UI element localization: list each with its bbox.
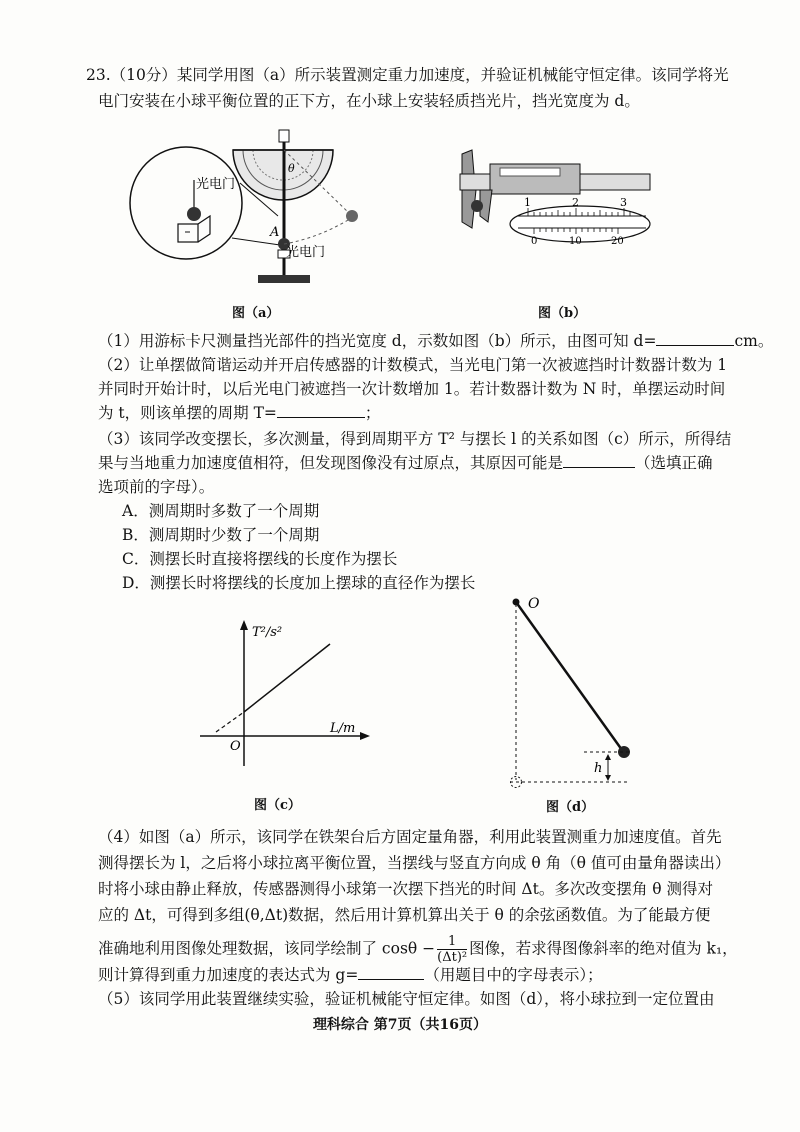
part4-line6-prefix: 则计算得到重力加速度的表达式为 g= (98, 966, 359, 984)
figure-b-caption: 图（b） (538, 306, 587, 321)
main-scale-label-1: 1 (524, 196, 531, 209)
part3-line1: （3）该同学改变摆长，多次测量，得到周期平方 T² 与摆长 l 的关系如图（c）所示，所得结 (98, 430, 732, 448)
fraction-denominator: (Δt)² (437, 950, 468, 965)
fit-line-dashed (216, 712, 244, 732)
part3-line3: 选项前的字母）。 (98, 478, 215, 496)
theta-label: θ (288, 162, 295, 175)
part3-suffix: （选填正确 (635, 454, 713, 472)
question-header-line1: 23.（10分）某同学用图（a）所示装置测定重力加速度，并验证机械能守恒定律。该同学将光 (86, 66, 729, 84)
option-c: C．测摆长时直接将摆线的长度作为摆长 (122, 550, 398, 568)
figure-c-graph (196, 616, 376, 776)
part4-line6 (98, 964, 603, 986)
figure-a-apparatus (128, 128, 378, 298)
main-scale-label-2: 2 (572, 196, 579, 209)
inset-gate-label: 光电门 (196, 177, 236, 192)
part1-unit: cm。 (734, 332, 774, 350)
vernier-label-10: 10 (569, 236, 582, 246)
part4-line5-prefix: 准确地利用图像处理数据，该同学绘制了 cosθ − (98, 939, 436, 958)
part1-answer-blank[interactable] (656, 331, 734, 346)
part2-prefix: 为 t，则该单摆的周期 T= (98, 404, 277, 422)
height-h-label: h (594, 761, 603, 776)
point-A-label: A (270, 225, 280, 240)
part2-line2: 并同时开始计时，以后光电门被遮挡一次计数增加 1。若计数器计数为 N 时，单摆运动时间 (98, 380, 726, 398)
page-footer: 理科综合 第7页（共16页） (312, 1017, 488, 1033)
fraction-1-over-dt2 (437, 934, 467, 965)
option-d: D．测摆长时将摆线的长度加上摆球的直径作为摆长 (122, 574, 476, 592)
x-axis-label: L/m (330, 721, 356, 736)
part3-prefix: 果与当地重力加速度值相符，但发现图像没有过原点，其原因可能是 (98, 454, 564, 472)
figure-b-caliper (450, 146, 660, 246)
pendulum-string (516, 602, 622, 750)
option-a: A．测周期时多数了一个周期 (122, 502, 320, 520)
part4-line6-suffix: （用题目中的字母表示）； (424, 966, 603, 984)
fit-line (244, 644, 330, 712)
option-b: B．测周期时少数了一个周期 (122, 526, 320, 544)
part4-line5 (98, 934, 738, 965)
part1-text: （1）用游标卡尺测量挡光部件的挡光宽度 d，示数如图（b）所示，由图可知 d= (98, 332, 657, 350)
origin-label: O (230, 739, 241, 754)
part2-suffix: ； (364, 404, 381, 422)
part4-line5-suffix: 图像，若求得图像斜率的绝对值为 k₁， (469, 939, 738, 958)
part2-line1: （2）让单摆做简谐运动并开启传感器的计数模式，当光电门第一次被遮挡时计数器计数为 1 (98, 356, 728, 374)
question-header-line2: 电门安装在小球平衡位置的正下方，在小球上安装轻质挡光片，挡光宽度为 d。 (98, 92, 640, 110)
part4-line3: 时将小球由静止释放，传感器测得小球第一次摆下挡光的时间 Δt。多次改变摆角 θ 测得对 (98, 880, 714, 898)
part4-answer-blank[interactable] (358, 965, 424, 980)
part5-line1: （5）该同学用此装置继续实验，验证机械能守恒定律。如图（d），将小球拉到一定位置由 (98, 990, 715, 1008)
figure-c-caption: 图（c） (254, 798, 301, 813)
figure-d-caption: 图（d） (546, 800, 595, 815)
vernier-label-0: 0 (531, 236, 538, 246)
part3-line2 (98, 452, 713, 474)
part3-answer-blank[interactable] (563, 453, 635, 468)
part4-line4: 应的 Δt，可得到多组(θ,Δt)数据，然后用计算机算出关于 θ 的余弦函数值。为了能最方便 (98, 906, 711, 924)
figure-a-caption: 图（a） (232, 306, 280, 321)
part2-answer-blank[interactable] (277, 403, 365, 418)
main-scale-label-3: 3 (620, 196, 627, 209)
vernier-label-20: 20 (611, 236, 624, 246)
part2-line3 (98, 402, 380, 424)
gate-label: 光电门 (286, 245, 326, 260)
part1-line (98, 330, 773, 352)
fraction-numerator: 1 (437, 934, 467, 950)
part4-line1: （4）如图（a）所示，该同学在铁架台后方固定量角器，利用此装置测重力加速度值。首先 (98, 828, 722, 846)
point-O-label: O (528, 596, 540, 612)
y-axis-label: T²/s² (252, 625, 283, 640)
figure-d-pendulum (500, 592, 650, 792)
part4-line2: 测得摆长为 l，之后将小球拉离平衡位置，当摆线与竖直方向成 θ 角（θ 值可由量角器读出） (98, 854, 731, 872)
